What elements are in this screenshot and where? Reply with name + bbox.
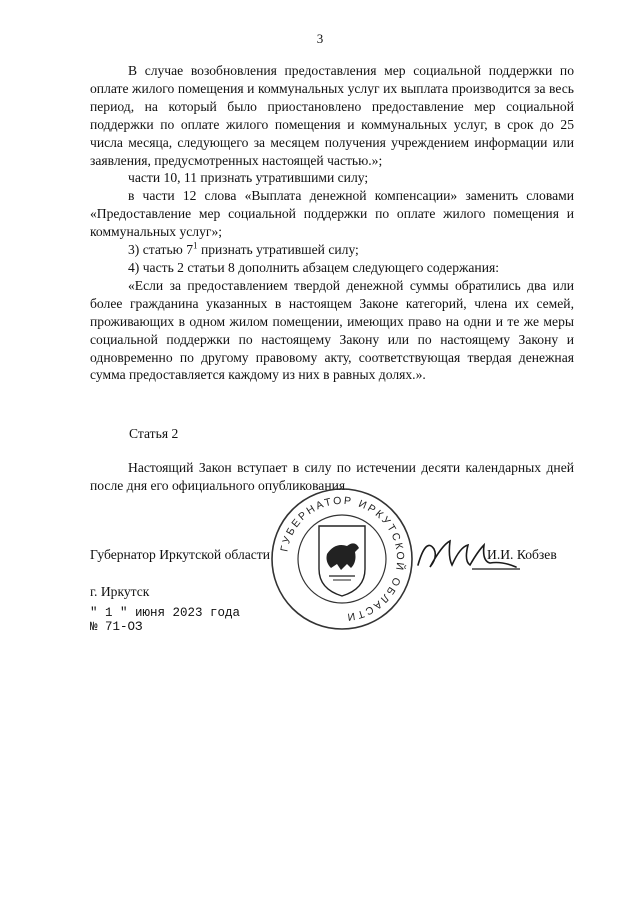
- item3-text: 3) статью 7: [128, 242, 194, 258]
- item3-rest: признать утратившей силу;: [197, 242, 359, 258]
- article-2-heading: Статья 2: [129, 426, 179, 441]
- document-body: [90, 62, 574, 384]
- paragraph-article-7-1: [90, 241, 574, 259]
- paragraph-part-12: в части 12 слова «Выплата денежной компенсации» заменить словами «Предоставление мер социальной поддержки по оплате жилого помещения и коммунальных услуг»;: [90, 188, 574, 240]
- item3-superscript: 1: [193, 240, 198, 251]
- seal-text: ГУБЕРНАТОР ИРКУТСКОЙ ОБЛАСТИ: [278, 494, 407, 624]
- official-seal: [267, 484, 417, 634]
- paragraph-quoted-addition: «Если за предоставлением твердой денежной суммы обратились два или более гражданина указанных в настоящем Законе категорий, члена их семей, проживающих в одном жилом помещении, имеющих право на одни и те же меры социальной поддержки по настоящему Закону или по настоящему Закону и одновременно по другому правовому акту, соответствующая твердая денежная сумма предоставляется каждому из них в равных долях.».: [90, 277, 574, 383]
- article-2-text: Настоящий Закон вступает в силу по истечении десяти календарных дней после дня его официального опубликования.: [90, 460, 574, 493]
- paragraph-parts-10-11: части 10, 11 признать утратившими силу;: [128, 170, 369, 186]
- city: г. Иркутск: [90, 584, 150, 599]
- page-number: 3: [316, 31, 324, 46]
- signer-name: И.И. Кобзев: [487, 547, 557, 562]
- signing-date: " 1 " июня 2023 года: [90, 606, 241, 620]
- paragraph-resumption: В случае возобновления предоставления мер социальной поддержки по оплате жилого помещения и коммунальных услуг их выплата производится за весь период, на который было приостановлено предоставление мер социальной поддержки по оплате жилого помещения и коммунальных услуг, в срок до 25 числа месяца, следующего за месяцем получения учреждением информации или заявления, предусмотренных настоящей частью.»;: [90, 63, 574, 168]
- paragraph-item-4: 4) часть 2 статьи 8 дополнить абзацем следующего содержания:: [128, 259, 499, 275]
- law-number: № 71-ОЗ: [90, 620, 143, 634]
- signature-position: Губернатор Иркутской области: [90, 547, 271, 562]
